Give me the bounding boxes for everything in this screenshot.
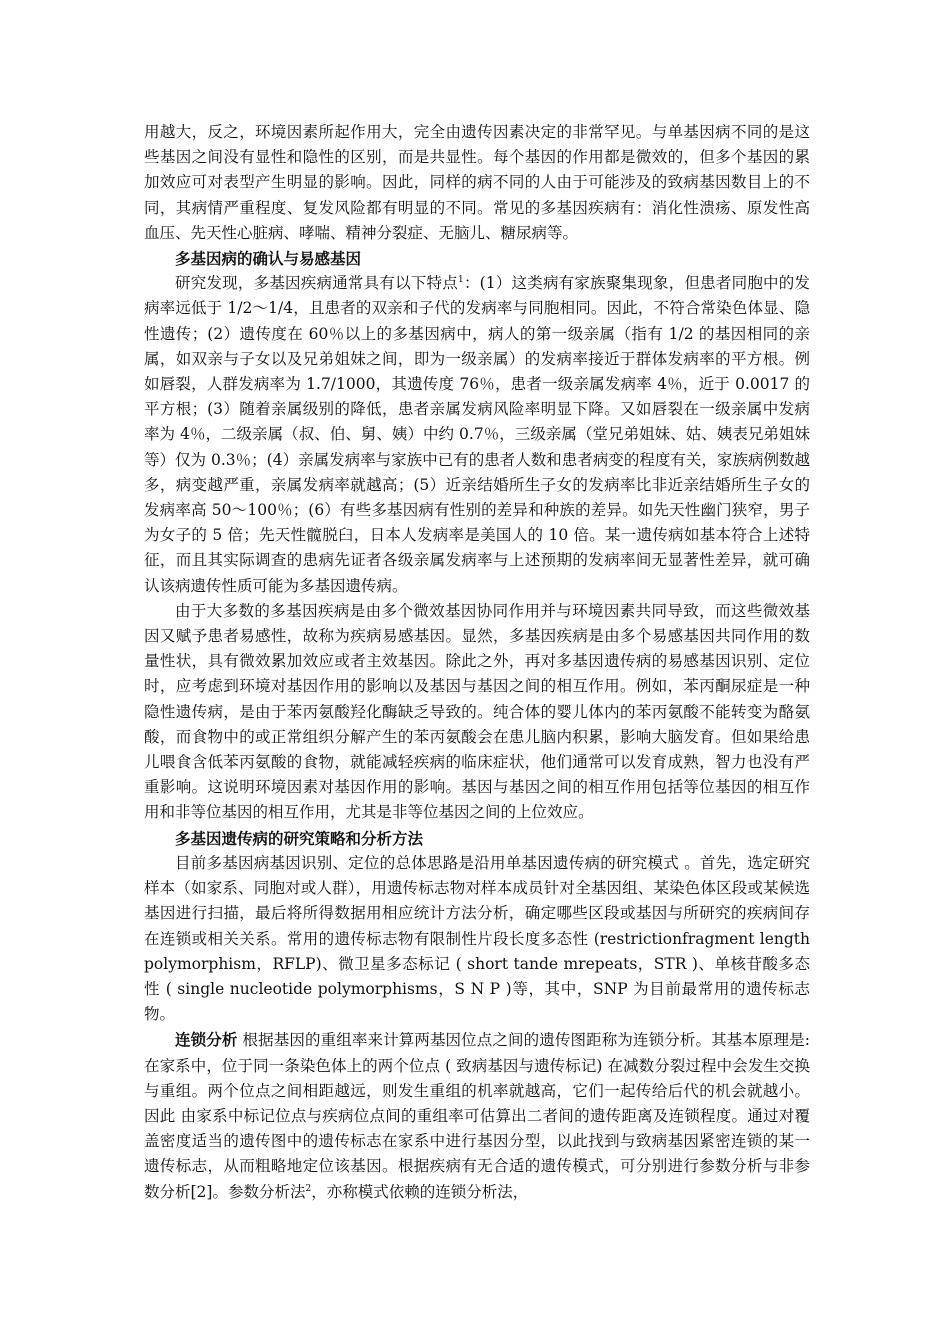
paragraph-polygenic-overview: 用越大，反之，环境因素所起作用大，完全由遗传因素决定的非常罕见。与单基因病不同的是这些基因之间没有显性和隐性的区别，而是共显性。每个基因的作用都是微效的，但多个基因的累加效应可对表型产生明显的影响。因此，同样的病不同的人由于可能涉及的致病基因数目上的不同，其病情严重程度、复发风险都有明显的不同。常见的多基因疾病有：消化性溃疡、原发性高血压、先天性心脏病、哮喘、精神分裂症、无脑儿、糖尿病等。 xyxy=(144,123,810,242)
paragraph-susceptibility-genes: 由于大多数的多基因疾病是由多个微效基因协同作用并与环境因素共同导致，而这些微效基因又赋予患者易感性，故称为疾病易感基因。显然，多基因疾病是由多个易感基因共同作用的数量性状，具有微效累加效应或者主效基因。除此之外，再对多基因遗传病的易感基因识别、定位时，应考虑到环境对基因作用的影响以及基因与基因之间的相互作用。例如，苯丙酮尿症是一种隐性遗传病，是由于苯丙氨酸羟化酶缺乏导致的。纯合体的婴儿体内的苯丙氨酸不能转变为酪氨酸，而食物中的或正常组织分解产生的苯丙氨酸会在患儿脑内积累，影响大脑发育。但如果给患儿喂食含低苯丙氨酸的食物，就能减轻疾病的临床症状，他们通常可以发育成熟，智力也没有严重影响。这说明环境因素对基因作用的影响。基因与基因之间的相互作用包括等位基因的相互作用和非等位基因的相互作用，尤其是非等位基因之间的上位效应。 xyxy=(144,601,810,822)
linkage-analysis-tail: ，亦称模式依赖的连锁分析法， xyxy=(311,1182,529,1201)
paragraph-characteristics-body: ：(1）这类病有家族聚集现象，但患者同胞中的发病率远低于 1/2～1/4，且患者的双亲和子代的发病率与同胞相同。因此，不符合常染色体显、隐性遗传；(2）遗传度在 60％以上的多基因病中，病人的第一级亲属（指有 1/2 的基因相同的亲属，如双亲与子女以及兄弟姐妹之间，即为一级亲属）的发病率接近于群体发病率的平方根。例如唇裂，人群发病率为 1.7/1000，其遗传度 76％，患者一级亲属发病率 4％，近于 0.0017 的平方根；(3）随着亲属级别的降低，患者亲属发病风险率明显下降。又如唇裂在一级亲属中发病率为 4％，二级亲属（叔、伯、舅、姨）中约 0.7％，三级亲属（堂兄弟姐妹、姑、姨表兄弟姐妹等）仅为 0.3％；(4）亲属发病率与家族中已有的患者人数和患者病变的程度有关，家族病例数越多，病变越严重，亲属发病率就越高；(5）近亲结婚所生子女的发病率比非近亲结婚所生子女的发病率高 50～100％；(6）有些多基因病有性别的差异和种族的差异。如先天性幽门狭窄，男子为女子的 5 倍；先天性髋脱臼，日本人发病率是美国人的 10 倍。某一遗传病如基本符合上述特征，而且其实际调查的患病先证者各级亲属发病率与上述预期的发病率间无显著性差异，就可确认该病遗传性质可能为多基因遗传病。 xyxy=(144,274,810,595)
section-heading-identification: 多基因病的确认与易感基因 xyxy=(175,249,362,269)
paragraph-characteristics-lead: 研究发现，多基因疾病通常具有以下特点 xyxy=(175,274,458,293)
paragraph-characteristics xyxy=(144,271,810,599)
paragraph-linkage-analysis xyxy=(144,1027,810,1204)
linkage-analysis-run-in-title: 连锁分析 xyxy=(175,1030,238,1050)
section-heading-strategy: 多基因遗传病的研究策略和分析方法 xyxy=(175,828,424,848)
linkage-analysis-body: 根据基因的重组率来计算两基因位点之间的遗传图距称为连锁分析。其基本原理是: 在家系中，位于同一条染色体上的两个位点 ( 致病基因与遗传标记) 在减数分裂过程中会发生交换与重组。两个位点之间相距越远，则发生重组的机率就越高，它们一起传给后代的机会就越小。因此 由家系中标记位点与疾病位点间的重组率可估算出二者间的遗传距离及连锁程度。通过对覆盖密度适当的遗传图中的遗传标志在家系中进行基因分型，以此找到与致病基因紧密连锁的某一遗传标志，从而粗略地定位该基因。根据疾病有无合适的遗传模式，可分别进行参数分析与非参数分析[2]。参数分析法 xyxy=(144,1031,810,1201)
paragraph-research-approach: 目前多基因病基因识别、定位的总体思路是沿用单基因遗传病的研究模式 。首先，选定研究样本（如家系、同胞对或人群），用遗传标志物对样本成员针对全基因组、某染色体区段或某候选基因进行扫描，最后将所得数据用相应统计方法分析，确定哪些区段或基因与所研究的疾病间存在连锁或相关关系。常用的遗传标志物有限制性片段长度多态性 (restrictionfragment length polymorphism，RFLP)、微卫星多态标记 ( short tande mrepeats，STR )、单核苷酸多态性 ( single nucleotide polymorphisms，S N P )等，其中，SNP 为目前最常用的遗传标志物。 xyxy=(144,853,810,1024)
footnote-ref-1[interactable]: 1 xyxy=(457,275,464,286)
footnote-ref-2[interactable]: 2 xyxy=(305,1183,312,1194)
document-page xyxy=(144,120,810,1205)
